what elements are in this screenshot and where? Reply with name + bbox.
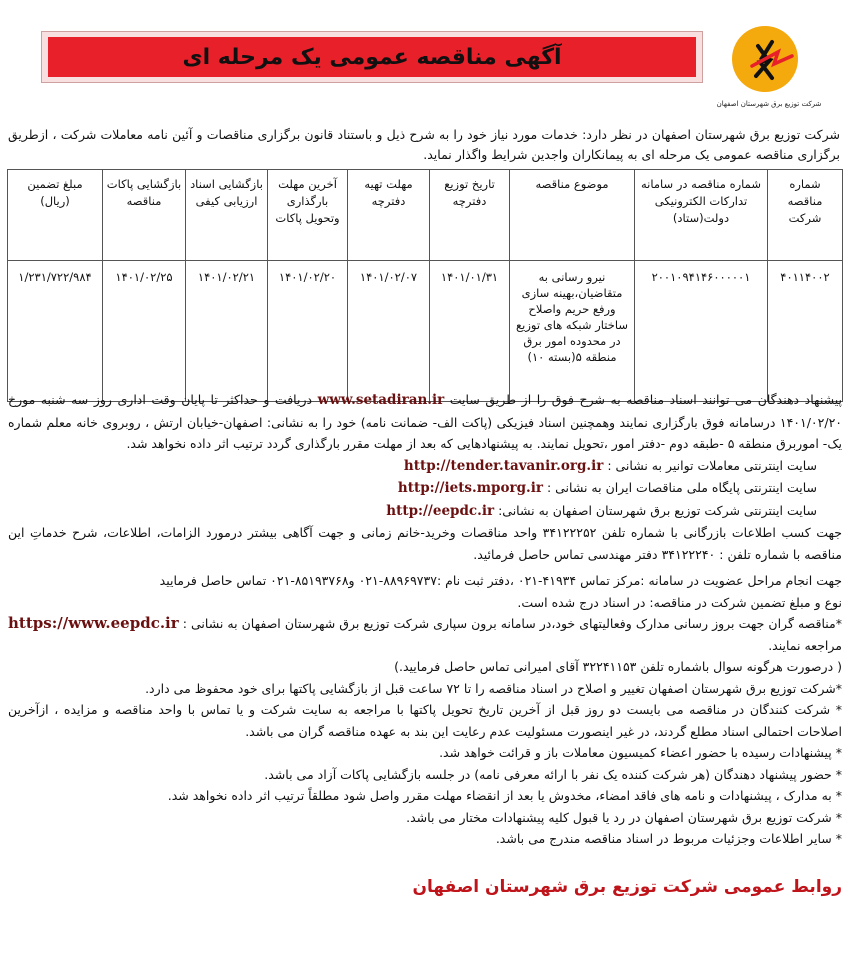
tender-table bbox=[7, 169, 843, 402]
logo-mark-icon bbox=[708, 22, 830, 98]
table-cell: ۴۰۱۱۴۰۰۲ bbox=[768, 261, 843, 402]
title-banner bbox=[41, 31, 703, 83]
contact-paragraph: جهت کسب اطلاعات بازرگانی با شماره تلفن ۳۴۱۲۲۲۵۲ واحد مناقصات وخرید-خانم زمانی و جهت آگاهی بیشتر درمورد الزامات، اطلاعات، شرح خدماتِ این مناقصه با شماره تلفن : ۳۴۱۲۲۲۴۰ دفتر مهندسی تماس حاصل فرمائید. bbox=[8, 525, 842, 562]
table-cell: ۱۴۰۱/۰۲/۲۱ bbox=[186, 261, 268, 402]
company-logo bbox=[708, 22, 830, 120]
table-cell: ۱۴۰۱/۰۲/۲۰ bbox=[268, 261, 348, 402]
table-header-cell: موضوع مناقصه bbox=[510, 170, 635, 261]
table-header-row bbox=[8, 170, 843, 261]
table-header-cell: شماره مناقصه شرکت bbox=[768, 170, 843, 261]
bullet-item: * پیشنهادات رسیده با حضور اعضاء کمیسیون معاملات باز و قرائت خواهد شد. bbox=[439, 745, 842, 760]
notice-body bbox=[8, 389, 842, 850]
vendor-registration-paragraph bbox=[8, 613, 842, 656]
registration-paragraph: جهت انجام مراحل عضویت در سامانه :مرکز تماس ۴۱۹۳۴-۰۲۱ ،دفتر ثبت نام :۸۸۹۶۹۷۳۷-۰۲۱ و۸۵۱۹۳۷۶۸-۰۲۱ تماس حاصل فرمایید bbox=[159, 573, 842, 588]
table-cell: ۱/۲۳۱/۷۲۲/۹۸۴ bbox=[8, 261, 103, 402]
question-paragraph: ( درصورت هرگونه سوال باشماره تلفن ۳۲۲۴۱۱۵۳ آقای امیرانی تماس حاصل فرمایید.) bbox=[394, 659, 842, 674]
table-cell: ۱۴۰۱/۰۱/۳۱ bbox=[430, 261, 510, 402]
table-header-cell: تاریخ توزیع دفترچه bbox=[430, 170, 510, 261]
guarantee-paragraph: نوع و مبلغ تضمین شرکت در مناقصه: در اسناد درج شده است. bbox=[517, 594, 842, 610]
submission-paragraph bbox=[8, 389, 842, 455]
submission-text-a: پیشنهاد دهندگان می توانند اسناد مناقصه به شرح فوق را از طریق سایت bbox=[449, 392, 842, 407]
vendor-registration-link[interactable]: https://www.eepdc.ir bbox=[8, 614, 179, 632]
iets-line bbox=[8, 477, 842, 500]
eepdc-label: سایت اینترنتی شرکت توزیع برق شهرستان اصفهان به نشانی: bbox=[498, 502, 817, 518]
logo-caption: شرکت توزیع برق شهرستان اصفهان bbox=[716, 100, 822, 108]
iets-label: سایت اینترنتی پایگاه ملی مناقصات ایران به نشانی : bbox=[546, 480, 817, 495]
footer-signature: روابط عمومی شرکت توزیع برق شهرستان اصفهان bbox=[412, 877, 842, 897]
eepdc-link[interactable]: http://eepdc.ir bbox=[386, 502, 495, 519]
table-header-cell: بازگشایی پاکات مناقصه bbox=[103, 170, 186, 261]
vendor-registration-text-a: *مناقصه گران جهت بروز رسانی مدارک وفعالیتهای خود،در سامانه برون سپاری شرکت توزیع برق شهرستان اصفهان به نشانی : bbox=[182, 616, 842, 631]
tavanir-link[interactable]: http://tender.tavanir.org.ir bbox=[403, 457, 604, 474]
iets-link[interactable]: http://iets.mporg.ir bbox=[397, 480, 543, 496]
table-row bbox=[8, 261, 843, 402]
table-header-cell: بازگشایی اسناد ارزیابی کیفی bbox=[186, 170, 268, 261]
table-header-cell: مهلت تهیه دفترچه bbox=[348, 170, 430, 261]
table-cell: ۲۰۰۱۰۹۴۱۴۶۰۰۰۰۰۱ bbox=[635, 261, 768, 402]
bullet-item: *شرکت توزیع برق شهرستان اصفهان تغییر و اصلاح در اسناد مناقصه را تا ۷۲ ساعت قبل از بازگشایی پاکتها برای خود محفوظ می دارد. bbox=[145, 680, 842, 696]
bullet-item: * شرکت توزیع برق شهرستان اصفهان در رد یا قبول کلیه پیشنهادات مختار می باشد. bbox=[406, 809, 842, 825]
bullet-item: * شرکت کنندگان در مناقصه می بایست دو روز قبل از آخرین تاریخ تحویل پاکتها با مراجعه به سایت شرکت و یا تماس با واحد مناقصه و مزایده ، ازآخرین اصلاحات احتمالی اسناد مطلع گردند، در غیر اینصورت مسئولیت عدم رعایت این بند به عهده مناقصه گران می باشد. bbox=[8, 702, 842, 739]
bullet-item: * سایر اطلاعات وجزئیات مربوط در اسناد مناقصه مندرج می باشد. bbox=[495, 831, 842, 846]
eepdc-line bbox=[8, 500, 842, 523]
bullet-item: * به مدارک ، پیشنهادات و نامه های فاقد امضاء، مخدوش یا بعد از انقضاء مهلت مقرر واصل شود مطلقاً ترتیب اثر داده نخواهد شد. bbox=[167, 788, 842, 803]
table-cell: ۱۴۰۱/۰۲/۰۷ bbox=[348, 261, 430, 402]
submission-text-b: دریافت و حداکثر تا پایان وقت اداری روز سه شنبه مورخ ۱۴۰۱/۰۲/۲۰ درسامانه فوق بارگزاری نمایند وهمچنین اسناد فیزیکی (پاکت الف- ضمانت نامه) خود را به نشانی: اصفهان-خیابان ارتش ، روبروی خانه معلم شماره یک- اموربرق منطقه ۵ -طبقه دوم -دفتر امور ،تحویل نمایند. به پیشنهادهایی که بعد از مهلت مقرر بارگذاری گردد ترتیب اثر داده نخواهد شد. bbox=[8, 392, 842, 451]
table-header-cell: مبلغ تضمین (ریال) bbox=[8, 170, 103, 261]
table-header-cell: آخرین مهلت بارگذاری وتحویل پاکات bbox=[268, 170, 348, 261]
table-cell: ۱۴۰۱/۰۲/۲۵ bbox=[103, 261, 186, 402]
title-banner-fill bbox=[48, 37, 696, 77]
table-header-cell: شماره مناقصه در سامانه تدارکات الکترونیکی دولت(ستاد) bbox=[635, 170, 768, 261]
setad-link[interactable]: www.setadiran.ir bbox=[317, 392, 445, 408]
tavanir-label: سایت اینترنتی معاملات توانیر به نشانی : bbox=[607, 457, 817, 473]
vendor-registration-text-b: مراجعه نمایند. bbox=[768, 637, 842, 653]
bullet-item: * حضور پیشنهاد دهندگان (هر شرکت کننده یک نفر با ارائه معرفی نامه) در جلسه بازگشایی پاکات آزاد می باشد. bbox=[264, 766, 842, 782]
page-title: آگهی مناقصه عمومی یک مرحله ای bbox=[182, 44, 562, 70]
tavanir-line bbox=[8, 455, 842, 478]
intro-paragraph: شرکت توزیع برق شهرستان اصفهان در نظر دارد: خدمات مورد نیاز خود را به شرح ذیل و باستناد قانون برگزاری مناقصات و آئین نامه معاملات شرکت ، ازطریق برگزاری مناقصه عمومی یک مرحله ای به پیمانکاران واجدین شرایط واگذار نماید. bbox=[8, 127, 840, 162]
table-cell: نیرو رسانی به متقاضیان،بهینه سازی ورفع حریم واصلاح ساختار شبکه های توزیع در محدوده امور برق منطقه ۵(بسته ۱۰) bbox=[510, 261, 635, 402]
